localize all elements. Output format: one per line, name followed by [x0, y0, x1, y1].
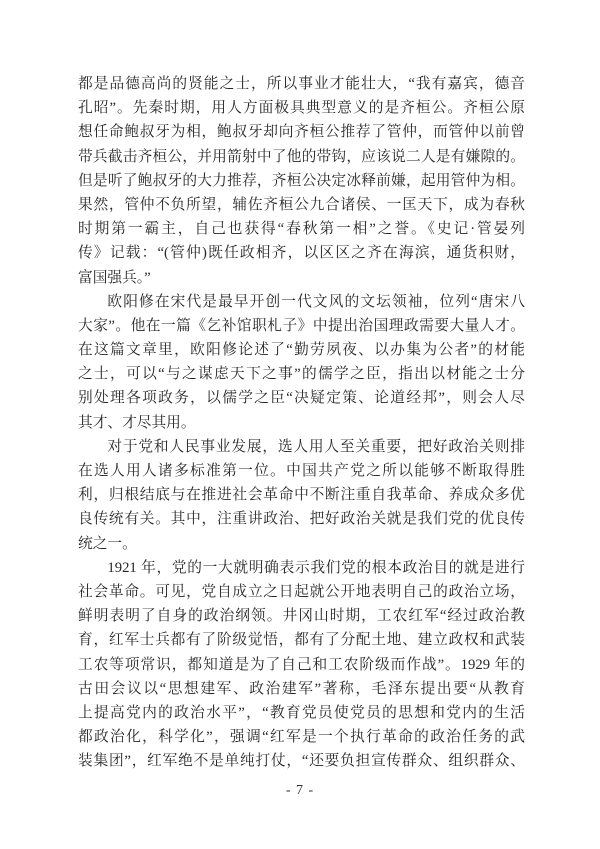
paragraph: [78, 290, 525, 435]
text-line: 带兵截击齐桓公，并用箭射中了他的带钩，应该说二人是有嫌隙的。: [78, 148, 525, 165]
text-line: 在这篇文章里，欧阳修论述了“勤劳夙夜、以办集为公者”的材能: [78, 342, 525, 359]
page-number: - 7 -: [285, 783, 315, 798]
text-line: 都是品德高尚的贤能之士，所以事业才能壮大，“我有嘉宾，德音: [78, 76, 525, 92]
text-line: 别处理各项政务，以儒学之臣“决疑定策、论道经邦”，则会人尽: [78, 390, 525, 407]
text-line: 想任命鲍叔牙为相，鲍叔牙却向齐桓公推荐了管仲，而管仲以前曾: [78, 124, 525, 141]
text-line: 之士，可以“与之谋虑天下之事”的儒学之臣，指出以材能之士分: [78, 366, 525, 383]
text-line: 时期第一霸主，自己也获得“春秋第一相”之誉。《史记·管晏列: [78, 221, 525, 238]
paragraph: [78, 72, 525, 290]
text-line: 利，归根结底与在推进社会革命中不断注重自我革命、养成众多优: [78, 487, 525, 504]
text-line: 鲜明表明了自身的政治纲领。井冈山时期，工农红军“经过政治教: [78, 608, 525, 625]
text-line: 装集团”，红军绝不是单纯打仗，“还要负担宣传群众、组织群众、: [78, 753, 525, 770]
text-line: 都政治化，科学化”，强调“红军是一个执行革命的政治任务的武: [78, 729, 525, 746]
text-line: 1921 年，党的一大就明确表示我们党的根本政治目的就是进行: [107, 559, 525, 576]
text-line: 统之一。: [78, 535, 137, 552]
paragraph: [78, 435, 525, 556]
text-line: 上提高党内的政治水平”，“教育党员使党员的思想和党内的生活: [78, 704, 525, 721]
paragraph: [78, 556, 525, 774]
text-line: 传》记载：“(管仲)既任政相齐，以区区之齐在海滨，通货积财，: [78, 245, 525, 262]
text-line: 育，红军士兵都有了阶级觉悟，都有了分配土地、建立政权和武装: [78, 632, 525, 649]
text-line: 社会革命。可见，党自成立之日起就公开地表明自己的政治立场，: [78, 583, 525, 600]
text-line: 欧阳修在宋代是最早开创一代文风的文坛领袖，位列“唐宋八: [107, 293, 525, 310]
text-line: 富国强兵。”: [78, 269, 151, 286]
text-line: 工农等项常识，都知道是为了自己和工农阶级而作战”。1929 年的: [78, 656, 525, 673]
document-body: [78, 72, 525, 773]
text-line: 孔昭”。先秦时期，用人方面极具典型意义的是齐桓公。齐桓公原: [78, 100, 525, 117]
text-line: 在选人用人诸多标准第一位。中国共产党之所以能够不断取得胜: [78, 463, 525, 479]
text-line: 良传统有关。其中，注重讲政治、把好政治关就是我们党的优良传: [78, 511, 525, 528]
text-line: 古田会议以“思想建军、政治建军”著称，毛泽东提出要“从教育: [78, 680, 525, 697]
text-line: 但是听了鲍叔牙的大力推荐，齐桓公决定冰释前嫌，起用管仲为相。: [78, 172, 525, 189]
text-line: 大家”。他在一篇《乞补馆职札子》中提出治国理政需要大量人才。: [78, 317, 525, 334]
text-line: 果然，管仲不负所望，辅佐齐桓公九合诸侯、一匡天下，成为春秋: [78, 196, 525, 213]
text-line: 其才、才尽其用。: [78, 414, 196, 431]
text-line: 对于党和人民事业发展，选人用人至关重要，把好政治关则排: [107, 438, 525, 455]
